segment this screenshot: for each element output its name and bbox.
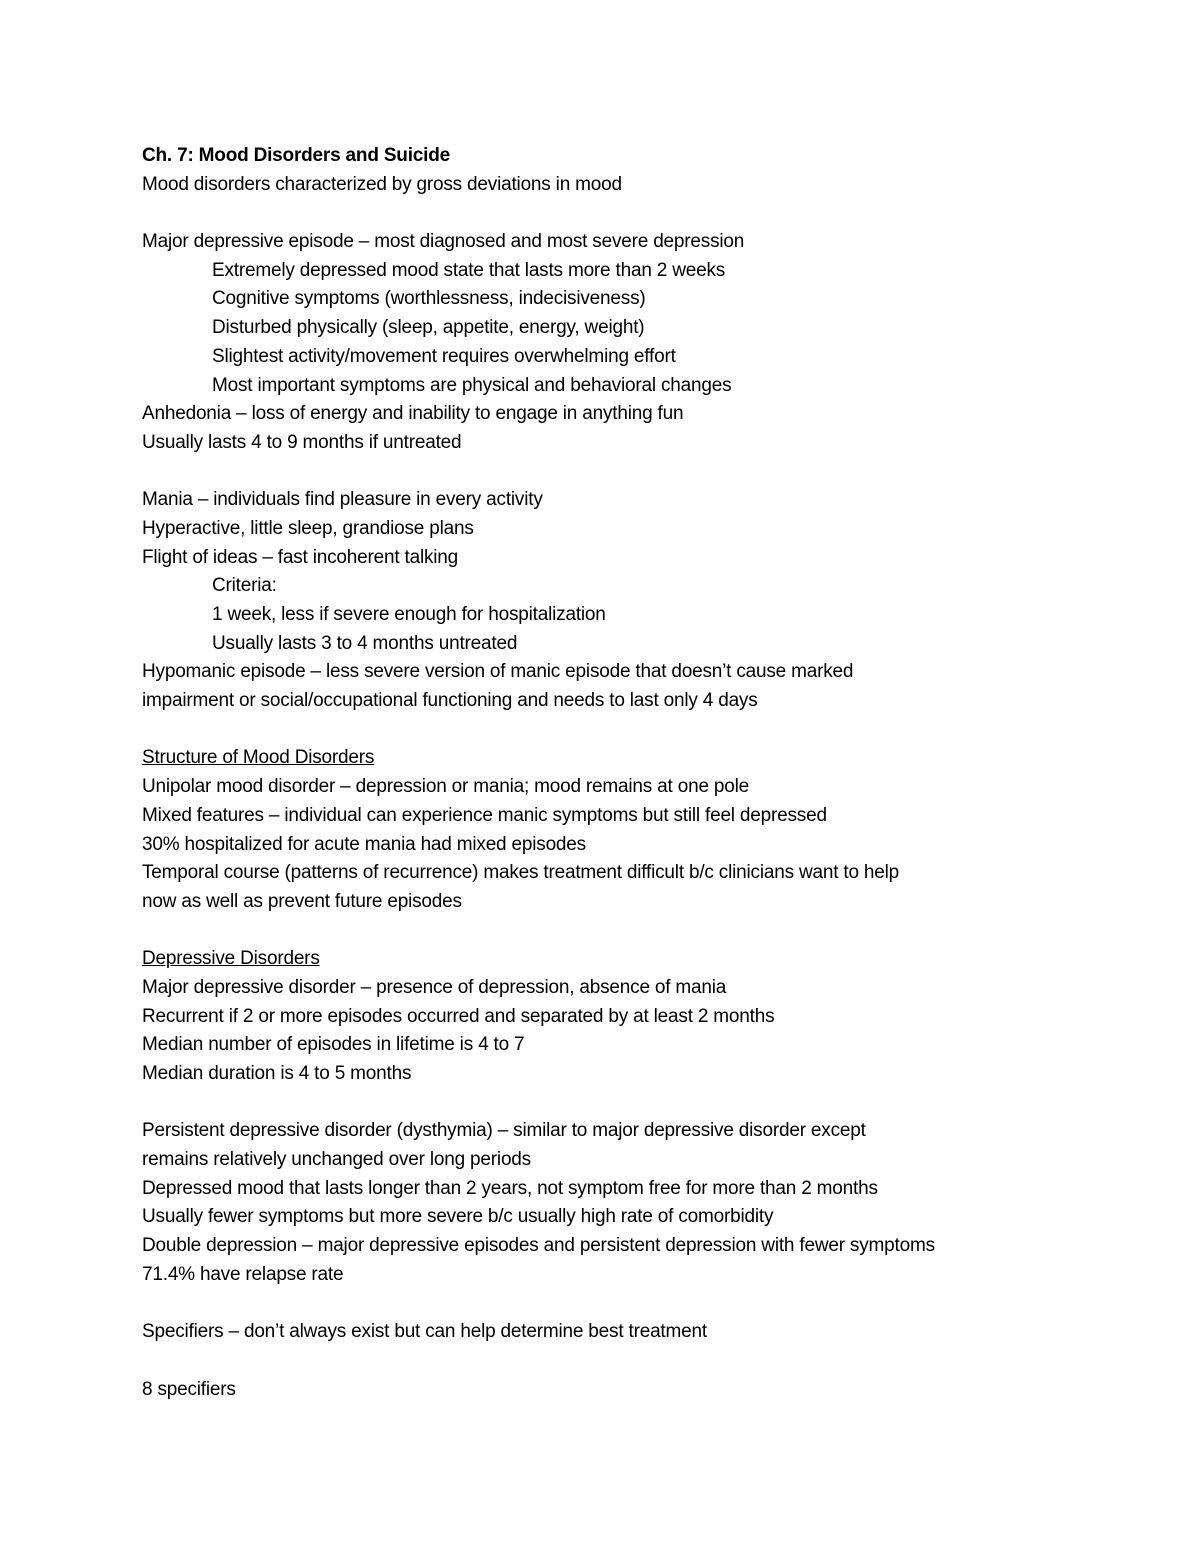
specifiers-count-line: 8 specifiers <box>142 1378 236 1400</box>
hypomanic-line: impairment or social/occupational functioning and needs to last only 4 days <box>142 690 758 712</box>
depressive-line: Median duration is 4 to 5 months <box>142 1063 412 1084</box>
structure-line: 30% hospitalized for acute mania had mixed episodes <box>142 833 586 855</box>
blank-line <box>142 917 1142 946</box>
depressive-line: Major depressive disorder – presence of depression, absence of mania <box>142 976 727 998</box>
major-depressive-point: Slightest activity/movement requires overwhelming effort <box>212 345 676 367</box>
structure-line: Mixed features – individual can experience manic symptoms but still feel depressed <box>142 804 827 826</box>
structure-heading: Structure of Mood Disorders <box>142 747 375 769</box>
duration-line: Usually lasts 4 to 9 months if untreated <box>142 431 462 453</box>
persistent-line: remains relatively unchanged over long periods <box>142 1149 531 1171</box>
mania-criteria-point: Criteria: <box>212 575 277 597</box>
major-depressive-point: Disturbed physically (sleep, appetite, energy, weight) <box>212 317 645 339</box>
persistent-line: Persistent depressive disorder (dysthymia) – similar to major depressive disorder except <box>142 1120 866 1142</box>
blank-line <box>142 1347 1142 1376</box>
persistent-line: 71.4% have relapse rate <box>142 1263 344 1285</box>
persistent-line: Usually fewer symptoms but more severe b/c usually high rate of comorbidity <box>142 1206 774 1228</box>
hypomanic-line: Hypomanic episode – less severe version of manic episode that doesn’t cause marked <box>142 661 854 683</box>
depressive-heading-row <box>142 945 1142 974</box>
blank-line <box>142 199 1142 228</box>
mania-line: Mania – individuals find pleasure in every activity <box>142 489 543 511</box>
depressive-disorders-heading: Depressive Disorders <box>142 948 320 970</box>
depressive-line: Median number of episodes in lifetime is 4 to 7 <box>142 1034 525 1056</box>
blank-line <box>142 1290 1142 1319</box>
structure-line: now as well as prevent future episodes <box>142 890 462 912</box>
blank-line <box>142 1089 1142 1118</box>
major-depressive-heading-line: Major depressive episode – most diagnosed and most severe depression <box>142 231 745 253</box>
major-depressive-point: Extremely depressed mood state that lasts more than 2 weeks <box>212 259 726 281</box>
depressive-line: Recurrent if 2 or more episodes occurred and separated by at least 2 months <box>142 1005 775 1027</box>
mania-line: Flight of ideas – fast incoherent talking <box>142 546 459 568</box>
mania-criteria-point: Usually lasts 3 to 4 months untreated <box>212 632 518 654</box>
document-body <box>142 142 1142 1404</box>
blank-line <box>142 716 1142 745</box>
intro-line: Mood disorders characterized by gross deviations in mood <box>142 173 622 195</box>
specifiers-line: Specifiers – don’t always exist but can help determine best treatment <box>142 1321 707 1343</box>
structure-heading-row <box>142 744 1142 773</box>
structure-line: Temporal course (patterns of recurrence) makes treatment difficult b/c clinicians want to help <box>142 862 900 884</box>
structure-line: Unipolar mood disorder – depression or mania; mood remains at one pole <box>142 776 750 798</box>
major-depressive-point: Cognitive symptoms (worthlessness, indecisiveness) <box>212 288 646 310</box>
persistent-line: Double depression – major depressive episodes and persistent depression with fewer symptoms <box>142 1235 935 1257</box>
document-title: Ch. 7: Mood Disorders and Suicide <box>142 145 450 166</box>
persistent-line: Depressed mood that lasts longer than 2 years, not symptom free for more than 2 months <box>142 1177 878 1199</box>
major-depressive-point: Most important symptoms are physical and behavioral changes <box>212 374 732 396</box>
blank-line <box>142 458 1142 487</box>
mania-line: Hyperactive, little sleep, grandiose plans <box>142 517 474 539</box>
anhedonia-line: Anhedonia – loss of energy and inability to engage in anything fun <box>142 403 684 425</box>
mania-criteria-point: 1 week, less if severe enough for hospitalization <box>212 604 606 625</box>
